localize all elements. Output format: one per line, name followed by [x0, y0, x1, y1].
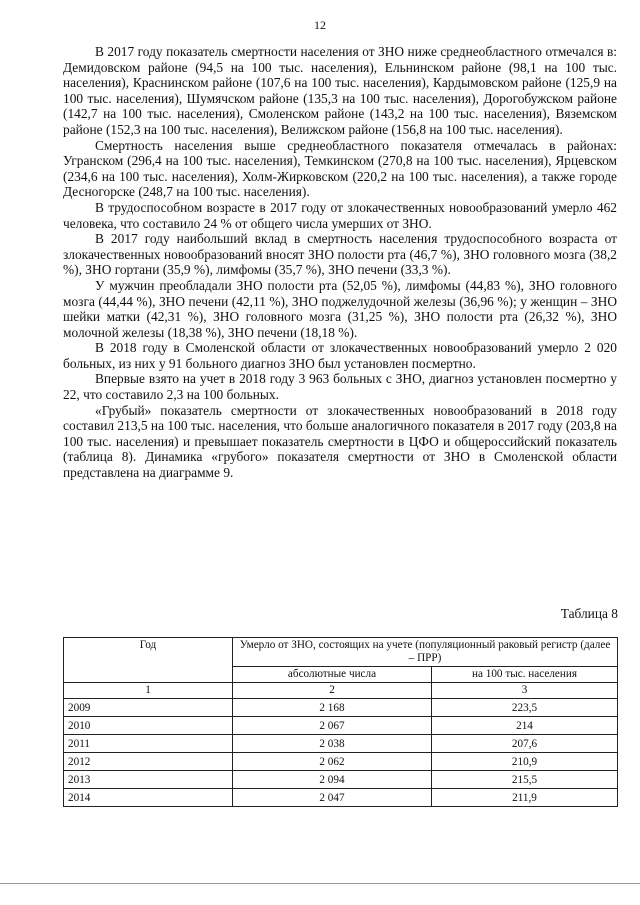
- cell-absolute: 2 067: [233, 717, 432, 735]
- paragraph: Смертность населения выше среднеобластного показателя отмечалась в районах: Угранском (296,4 на 100 тыс. населения), Темкинском (270,8 на 100 тыс. населения), Ярцевском (234,6 на 100 тыс. населения), Холм-Жирковском (220,2 на 100 тыс. населения), а также городе Десногорске (248,7 на 100 тыс. населения).: [63, 137, 617, 200]
- cell-rate: 211,9: [432, 789, 618, 807]
- cell-year: 2010: [64, 717, 233, 735]
- cell-year: 2014: [64, 789, 233, 807]
- paragraph: В трудоспособном возрасте в 2017 году от злокачественных новообразований умерло 462 человека, что составило 24 % от общего числа умерших от ЗНО.: [63, 199, 617, 231]
- cell-absolute: 2 038: [233, 735, 432, 753]
- paragraph: В 2018 году в Смоленской области от злокачественных новообразований умерло 2 020 больных, из них у 91 больного диагноз ЗНО был установлен посмертно.: [63, 340, 617, 371]
- bottom-scan-line: [0, 883, 640, 884]
- cell-rate: 207,6: [432, 735, 618, 753]
- cell-absolute: 2 094: [233, 771, 432, 789]
- table-row: [64, 789, 618, 807]
- header-absolute: абсолютные числа: [233, 667, 432, 683]
- paragraph: Впервые взято на учет в 2018 году 3 963 больных с ЗНО, диагноз установлен посмертно у 22, что составило 2,3 на 100 больных.: [63, 371, 617, 403]
- cell-absolute: 2 062: [233, 753, 432, 771]
- table-row: [64, 717, 618, 735]
- cell-year: 2009: [64, 699, 233, 717]
- header-year: Год: [64, 638, 233, 683]
- cell-rate: 210,9: [432, 753, 618, 771]
- page-number: 12: [314, 18, 326, 32]
- column-number: 2: [233, 683, 432, 699]
- header-per-100k: на 100 тыс. населения: [432, 667, 618, 683]
- table-caption: Таблица 8: [560, 606, 618, 621]
- paragraph: В 2017 году наибольший вклад в смертность населения трудоспособного возраста от злокачественных новообразований вносят ЗНО полости рта (46,7 %), ЗНО головного мозга (38,2 %), ЗНО гортани (35,9 %), лимфомы (35,7 %), ЗНО печени (33,3 %).: [63, 231, 617, 278]
- paragraph: «Грубый» показатель смертности от злокачественных новообразований в 2018 году составил 213,5 на 100 тыс. населения, что больше аналогичного показателя в 2017 году (203,8 на 100 тыс. населения) и превышает показатель смертности в ЦФО и общероссийский показатель (таблица 8). Динамика «грубого» показателя смертности от ЗНО в Смоленской области представлена на диаграмме 9.: [63, 402, 617, 481]
- cell-rate: 214: [432, 717, 618, 735]
- mortality-table: [63, 637, 618, 807]
- cell-rate: 215,5: [432, 771, 618, 789]
- table-row: [64, 753, 618, 771]
- paragraph: У мужчин преобладали ЗНО полости рта (52,05 %), лимфомы (44,83 %), ЗНО головного мозга (44,44 %), ЗНО печени (42,11 %), ЗНО поджелудочной железы (36,96 %); у женщин – ЗНО шейки матки (42,31 %), ЗНО головного мозга (31,25 %), ЗНО полости рта (26,32 %), ЗНО молочной железы (18,38 %), ЗНО печени (18,18 %).: [63, 277, 617, 340]
- table-row: [64, 699, 618, 717]
- cell-year: 2013: [64, 771, 233, 789]
- paragraph: В 2017 году показатель смертности населения от ЗНО ниже среднеобластного отмечался в: Демидовском районе (94,5 на 100 тыс. населения), Ельнинском районе (98,1 на 100 тыс. населения), Краснинском районе (107,6 на 100 тыс. населения), Кардымовском районе (125,9 на 100 тыс. населения), Шумячском районе (135,3 на 100 тыс. населения), Дорогобужском районе (142,7 на 100 тыс. населения), Смоленском районе (143,2 на 100 тыс. населения), Вяземском районе (152,3 на 100 тыс. населения), Велижском районе (156,8 на 100 тыс. населения).: [63, 44, 617, 137]
- column-number: 1: [64, 683, 233, 699]
- header-group: Умерло от ЗНО, состоящих на учете (популяционный раковый регистр (далее – ПРР): [233, 638, 618, 667]
- cell-absolute: 2 047: [233, 789, 432, 807]
- table-row: [64, 735, 618, 753]
- body-text: [63, 44, 617, 481]
- table-row: [64, 771, 618, 789]
- cell-year: 2011: [64, 735, 233, 753]
- cell-rate: 223,5: [432, 699, 618, 717]
- column-number: 3: [432, 683, 618, 699]
- cell-year: 2012: [64, 753, 233, 771]
- cell-absolute: 2 168: [233, 699, 432, 717]
